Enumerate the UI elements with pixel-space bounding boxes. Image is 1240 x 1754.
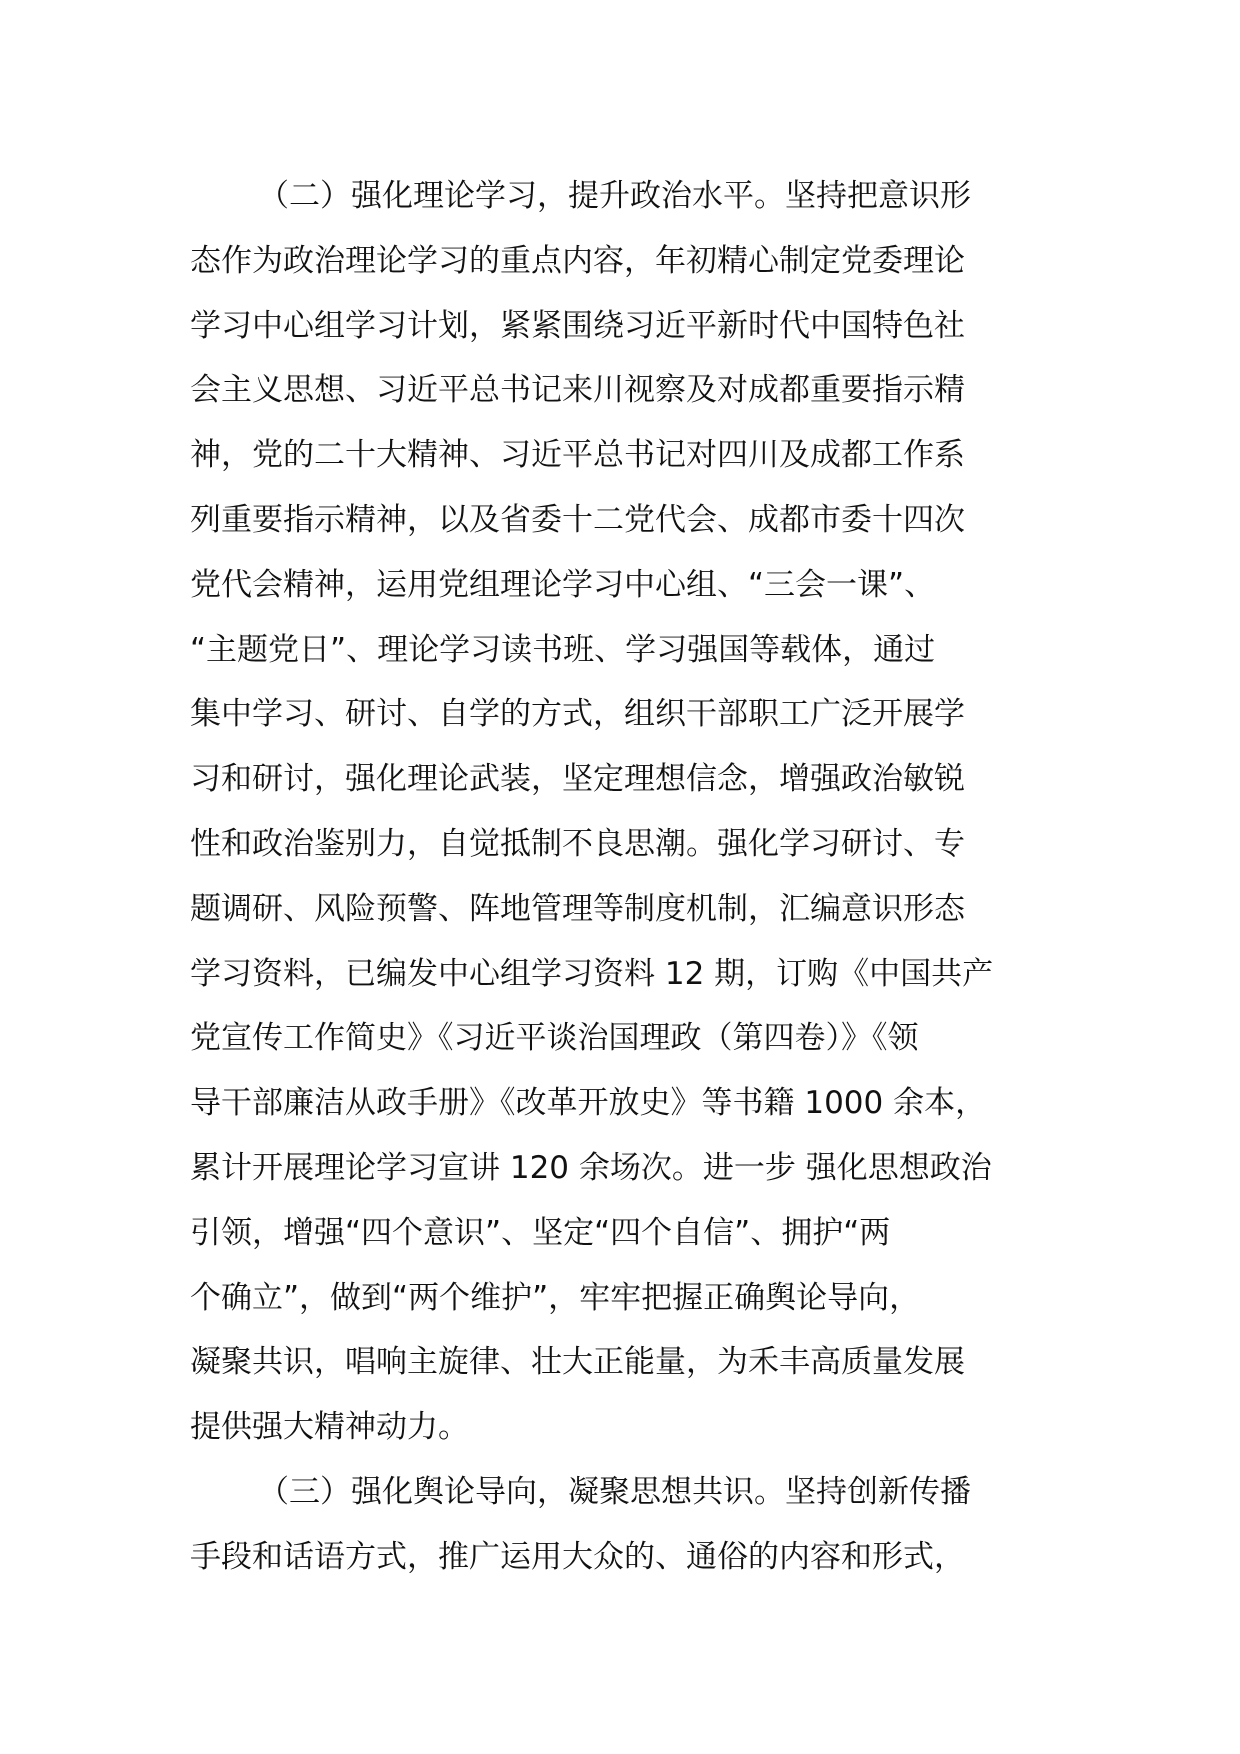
text-line: 学习中心组学习计划，紧紧围绕习近平新时代中国特色社 (190, 307, 965, 344)
body-text (190, 164, 1090, 1590)
paragraph-2-heading-line: （二）强化理论学习，提升政治水平。坚持把意识形 (258, 178, 971, 214)
paragraph-3-heading-line: （三）强化舆论导向，凝聚思想共识。坚持创新传播 (258, 1473, 971, 1510)
text-line: 累计开展理论学习宣讲 120 余场次。进一步 强化思想政治 (190, 1149, 992, 1186)
text-line: 性和政治鉴别力，自觉抵制不良思潮。强化学习研讨、专 (190, 825, 965, 862)
text-line: 题调研、风险预警、阵地管理等制度机制，汇编意识形态 (190, 890, 965, 927)
text-line: 党代会精神，运用党组理论学习中心组、“三会一课”、 (190, 566, 936, 603)
text-line: 列重要指示精神，以及省委十二党代会、成都市委十四次 (190, 501, 965, 538)
text-line: 会主义思想、习近平总书记来川视察及对成都重要指示精 (190, 372, 965, 409)
text-line: 学习资料，已编发中心组学习资料 12 期，订购《中国共产 (190, 955, 994, 992)
text-line: 手段和话语方式，推广运用大众的、通俗的内容和形式， (190, 1538, 965, 1575)
text-line: 引领，增强“四个意识”、坚定“四个自信”、拥护“两 (190, 1214, 891, 1251)
text-line: “主题党日”、理论学习读书班、学习强国等载体，通过 (190, 631, 936, 668)
text-line: 党宣传工作简史》《习近平谈治国理政（第四卷）》《领 (190, 1020, 919, 1057)
text-line: 个确立”，做到“两个维护”，牢牢把握正确舆论导向， (190, 1279, 921, 1316)
text-line: 集中学习、研讨、自学的方式，组织干部职工广泛开展学 (190, 696, 965, 733)
text-line: 态作为政治理论学习的重点内容，年初精心制定党委理论 (190, 242, 965, 279)
text-line: 神，党的二十大精神、习近平总书记对四川及成都工作系 (190, 437, 965, 474)
text-line: 导干部廉洁从政手册》《改革开放史》等书籍 1000 余本， (190, 1085, 987, 1122)
text-line: 提供强大精神动力。 (190, 1409, 469, 1446)
text-line: 习和研讨，强化理论武装，坚定理想信念，增强政治敏锐 (190, 761, 965, 798)
text-line: 凝聚共识，唱响主旋律、壮大正能量，为禾丰高质量发展 (190, 1344, 965, 1381)
